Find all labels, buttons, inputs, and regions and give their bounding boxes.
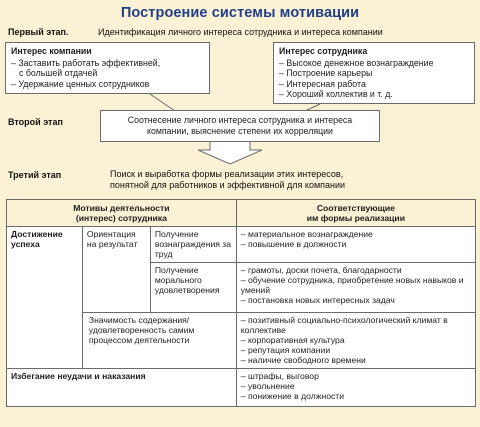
stage2-label: Второй этап: [8, 117, 63, 127]
content-forms: – позитивный социально-психологический климат в коллективе – корпоративная культура – репутация компании – наличие свободного времени: [236, 312, 475, 368]
reward-label: Получение вознаграждения за труд: [150, 227, 236, 263]
page-title: Построение системы мотивации: [120, 5, 360, 21]
moral-forms: – грамоты, доски почета, благодарности – обучение сотрудника, приобретение новых навыков и умений – постановка новых интересных задач: [236, 262, 475, 312]
stage1-label: Первый этап.: [8, 27, 69, 37]
employee-interest-item: – Построение карьеры: [279, 68, 469, 79]
stage2-box: [100, 110, 380, 142]
content-label: Значимость содержания/ удовлетворенность самим процессом деятельности: [82, 312, 236, 368]
table-header-motives: Мотивы деятельности (интерес) сотрудника: [7, 200, 237, 227]
stage3-text-line: понятной для работников и эффективной для компании: [110, 180, 346, 190]
company-interest-heading: Интерес компании: [11, 46, 92, 56]
table-row: [7, 227, 476, 263]
stage2-text: Соотнесение личного интереса сотрудника и интереса: [127, 115, 353, 125]
employee-interest-item: – Хороший коллектив и т. д.: [279, 89, 469, 100]
company-interest-item: с большей отдачей: [19, 68, 98, 79]
down-arrow-icon: [198, 141, 262, 164]
table-header-row: [7, 200, 476, 227]
employee-interest-heading: Интерес сотрудника: [279, 46, 368, 56]
stage3-text: [110, 169, 470, 191]
employee-interest-item: – Высокое денежное вознаграждение: [279, 58, 469, 69]
success-label: Достижение успеха: [7, 227, 83, 369]
motivation-table: [6, 199, 476, 407]
result-orientation-label: Ориентация на результат: [82, 227, 150, 313]
employee-interest-item: – Интересная работа: [279, 79, 469, 90]
company-interest-item: – Заставить работать эффективней,: [11, 58, 204, 69]
company-interest-item: – Удержание ценных сотрудников: [11, 79, 204, 90]
stage3-label: Третий этап: [8, 170, 62, 180]
table-header-forms: Соответствующие им формы реализации: [236, 200, 475, 227]
stage3-text-line: Поиск и выработка формы реализации этих интересов,: [110, 169, 344, 179]
stage2-text: компании, выяснение степени их корреляции: [147, 125, 333, 136]
connector-line: [150, 94, 175, 111]
avoid-forms: – штрафы, выговор – увольнение – понижение в должности: [236, 368, 475, 406]
reward-forms: – материальное вознаграждение – повышение в должности: [236, 227, 475, 263]
avoid-label: Избегание неудачи и наказания: [7, 368, 237, 406]
moral-label: Получение морального удовлетворения: [150, 262, 236, 312]
table-row: [7, 368, 476, 406]
stage1-text: Идентификация личного интереса сотрудника и интереса компании: [98, 27, 383, 37]
